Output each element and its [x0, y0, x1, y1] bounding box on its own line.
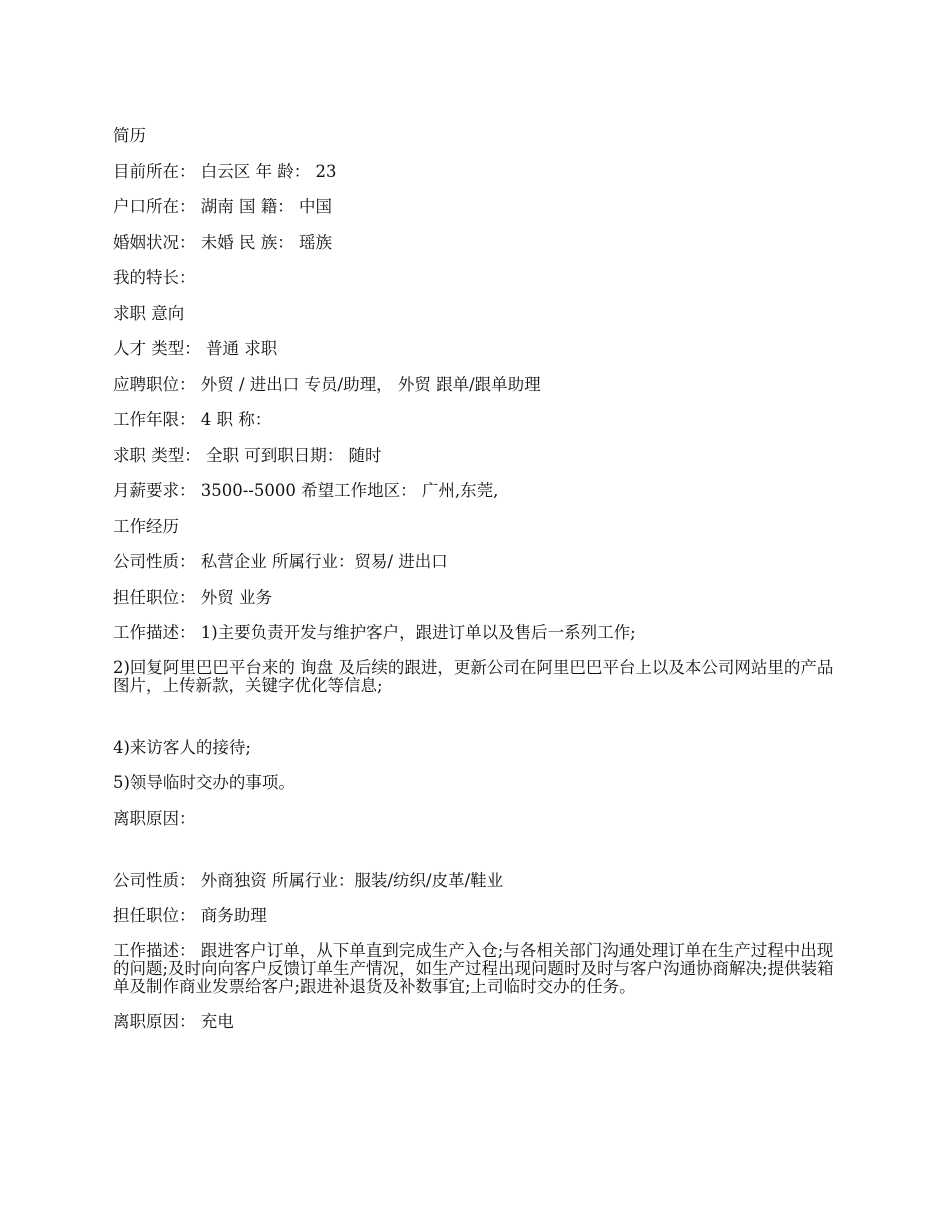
job1-desc-line-4: 4)来访客人的接待;	[113, 737, 251, 757]
applied-position-line: 应聘职位： 外贸 / 进出口 专员/助理， 外贸 跟单/跟单助理	[113, 374, 541, 394]
job1-leave-reason: 离职原因：	[113, 808, 196, 828]
work-years-line: 工作年限： 4 职 称：	[113, 410, 272, 429]
job1-company-line: 公司性质： 私营企业 所属行业：贸易/ 进出口	[113, 552, 448, 571]
job2-role-line: 担任职位： 商务助理	[113, 906, 267, 925]
job1-desc-line-5: 5)领导临时交办的事项。	[113, 773, 295, 792]
specialty-line: 我的特长：	[113, 268, 196, 287]
salary-region-line: 月薪要求： 3500--5000 希望工作地区： 广州,东莞,	[113, 481, 499, 500]
job-1	[113, 552, 843, 828]
job2-desc-paragraph: 工作描述： 跟进客户订单，从下单直到完成生产入仓;与各相关部门沟通处理订单在生产过程中出现的问题;及时向向客户反馈订单生产情况，如生产过程出现问题时及时与客户沟通协商解决;提供装箱单及制作商业发票给客户;跟进补退货及补数事宜;上司临时交办的任务。	[113, 940, 834, 996]
job2-company-line: 公司性质： 外商独资 所属行业：服装/纺织/皮革/鞋业	[113, 870, 504, 890]
talent-type-line: 人才 类型： 普通 求职	[113, 339, 278, 358]
job1-desc-line-2: 2)回复阿里巴巴平台来的 询盘 及后续的跟进，更新公司在阿里巴巴平台上以及本公司网站里的产品图片，上传新款，关键字优化等信息;	[113, 657, 834, 695]
job-type-line: 求职 类型： 全职 可到职日期： 随时	[113, 445, 382, 465]
location-age-line: 目前所在： 白云区 年 龄： 23	[113, 161, 337, 181]
job1-role-line: 担任职位： 外贸 业务	[113, 587, 272, 607]
job1-desc-line-1: 工作描述： 1)主要负责开发与维护客户，跟进订单以及售后一系列工作;	[113, 623, 636, 642]
resume-document	[113, 126, 843, 1047]
marital-ethnicity-line: 婚姻状况： 未婚 民 族： 瑶族	[113, 232, 332, 252]
job-2	[113, 871, 843, 1031]
work-experience-heading: 工作经历	[113, 516, 179, 536]
hukou-nationality-line: 户口所在： 湖南 国 籍： 中国	[113, 197, 332, 216]
job2-leave-reason: 离职原因： 充电	[113, 1011, 234, 1031]
resume-title: 简历	[113, 126, 146, 145]
job-intention-heading: 求职 意向	[113, 303, 185, 323]
